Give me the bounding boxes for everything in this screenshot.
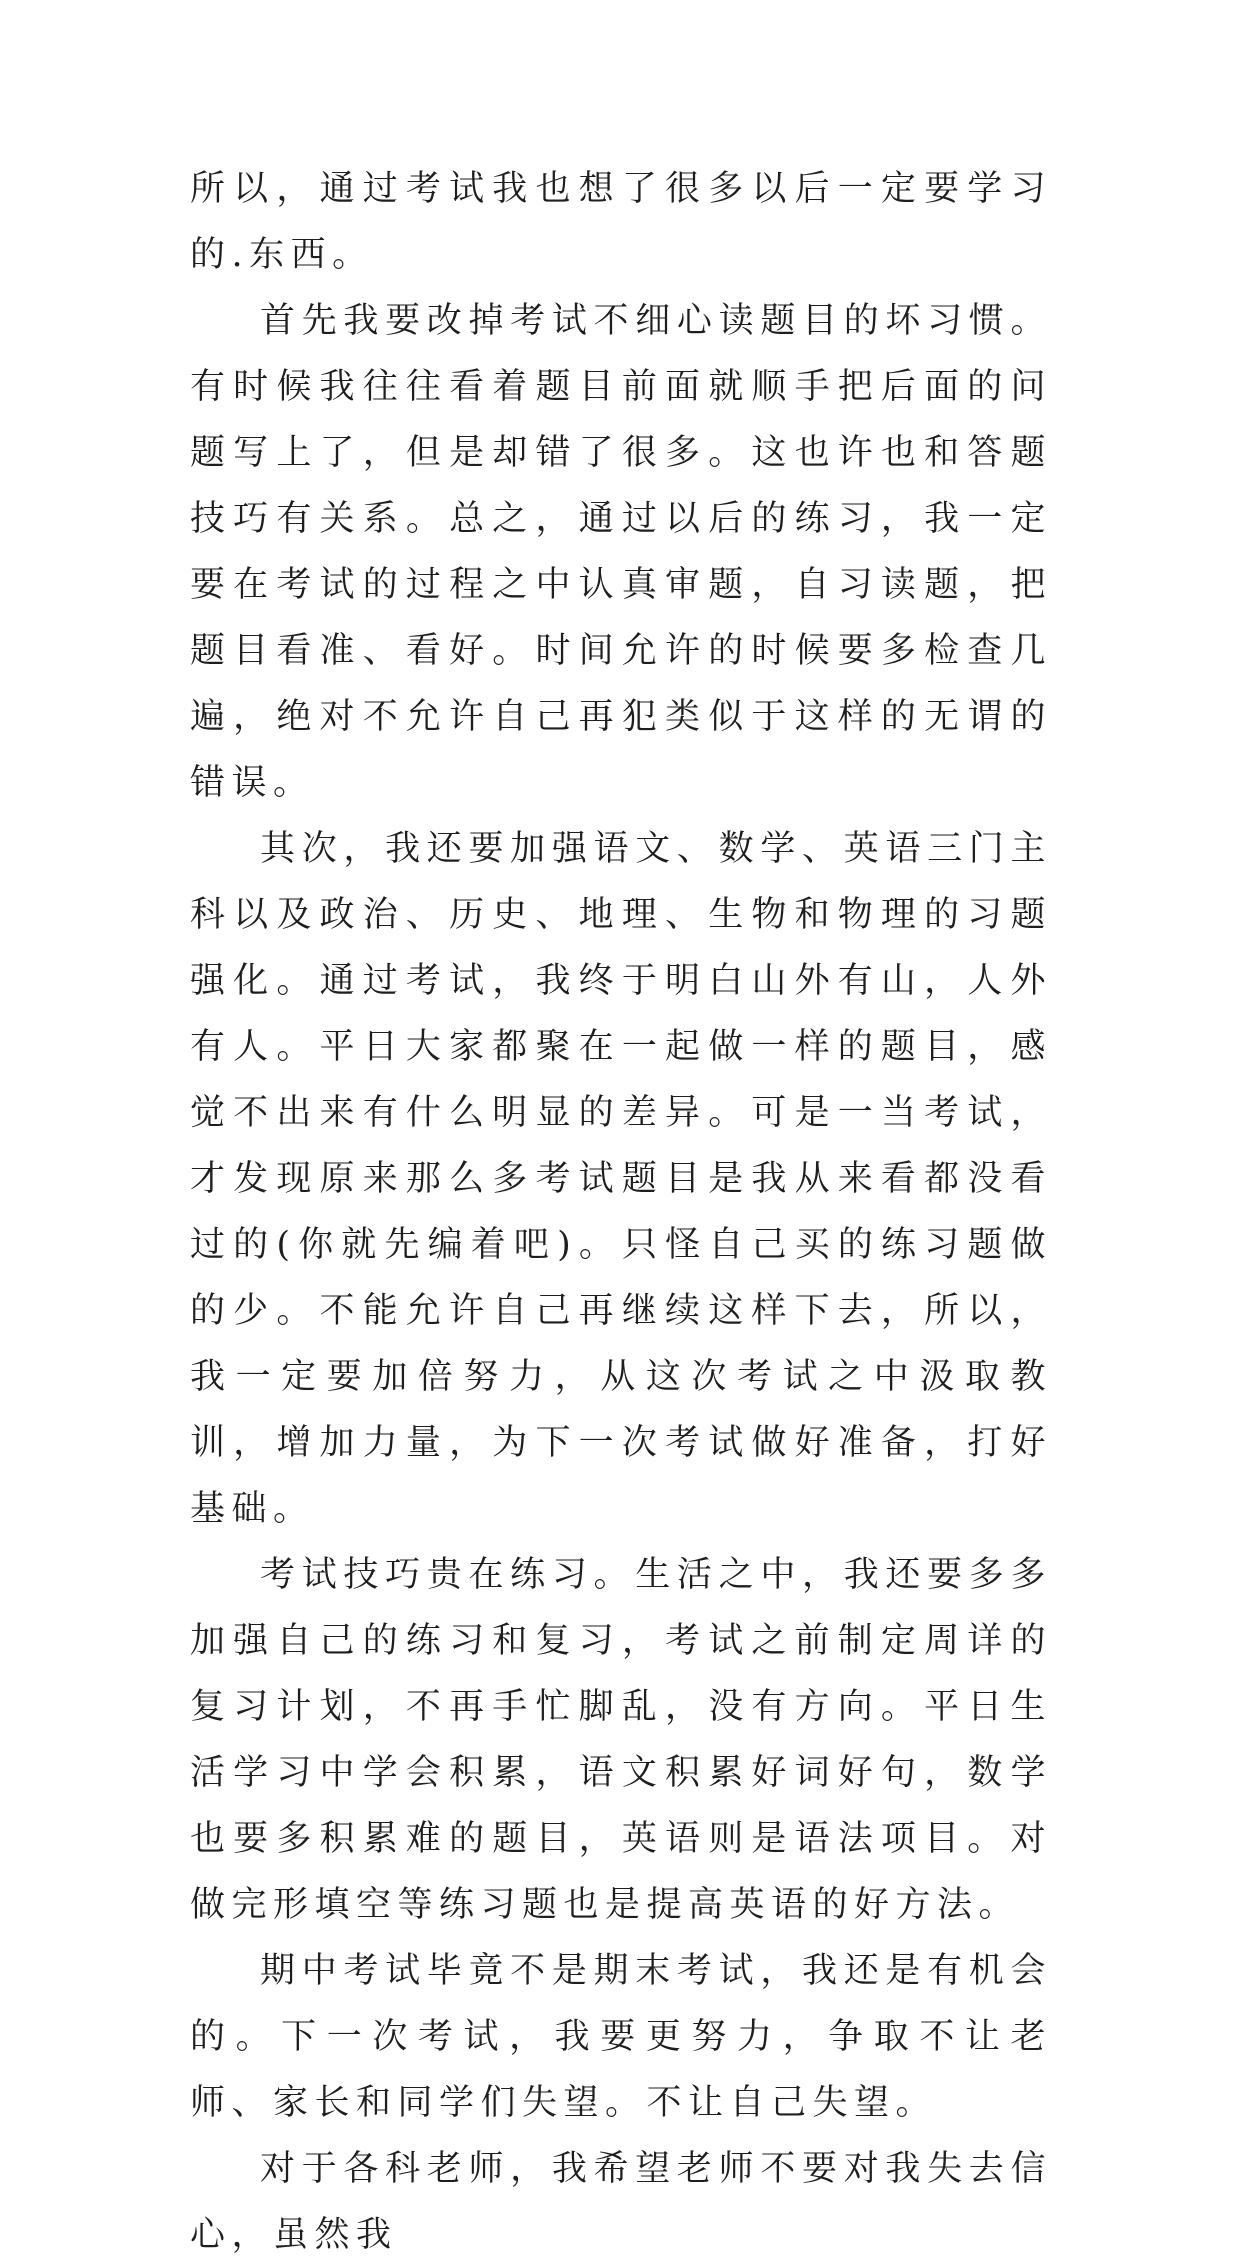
paragraph-3: 其次，我还要加强语文、数学、英语三门主科以及政治、历史、地理、生物和物理的习题强化。通过考试，我终于明白山外有山，人外有人。平日大家都聚在一起做一样的题目，感觉不出来有什么明显的差异。可是一当考试，才发现原来那么多考试题目是我从来看都没看过的(你就先编着吧)。只怪自己买的练习题做的少。不能允许自己再继续这样下去，所以，我一定要加倍努力，从这次考试之中汲取教训，增加力量，为下一次考试做好准备，打好基础。 xyxy=(190,829,1052,1529)
paragraph-4: 考试技巧贵在练习。生活之中，我还要多多加强自己的练习和复习，考试之前制定周详的复习计划，不再手忙脚乱，没有方向。平日生活学习中学会积累，语文积累好词好句，数学也要多积累难的题目，英语则是语法项目。对做完形填空等练习题也是提高英语的好方法。 xyxy=(190,1555,1052,1925)
document-body xyxy=(190,156,1052,2268)
paragraph-6: 对于各科老师，我希望老师不要对我失去信心，虽然我 xyxy=(190,2149,1052,2255)
paragraph-5: 期中考试毕竟不是期末考试，我还是有机会的。下一次考试，我要更努力，争取不让老师、家长和同学们失望。不让自己失望。 xyxy=(190,1951,1052,2123)
paragraph-1: 所以，通过考试我也想了很多以后一定要学习的.东西。 xyxy=(190,169,1052,275)
paragraph-2: 首先我要改掉考试不细心读题目的坏习惯。有时候我往往看着题目前面就顺手把后面的问题写上了，但是却错了很多。这也许也和答题技巧有关系。总之，通过以后的练习，我一定要在考试的过程之中认真审题，自习读题，把题目看准、看好。时间允许的时候要多检查几遍，绝对不允许自己再犯类似于这样的无谓的错误。 xyxy=(190,301,1052,803)
